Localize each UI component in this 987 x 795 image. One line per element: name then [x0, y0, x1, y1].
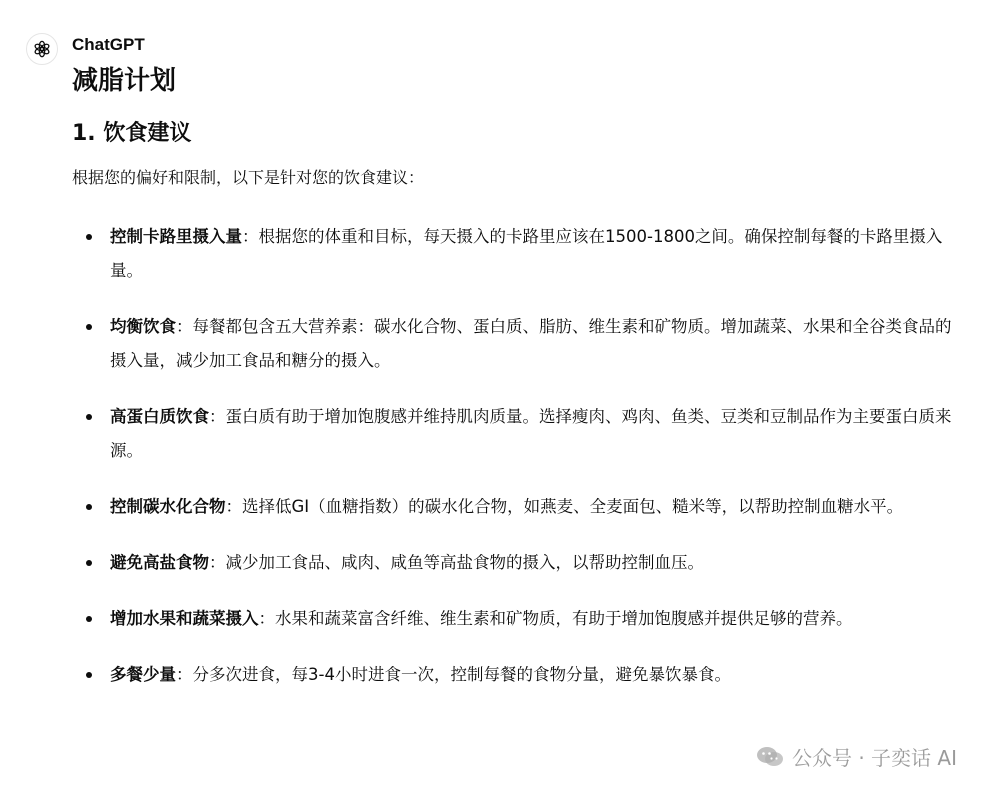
bullet-icon: [86, 560, 92, 566]
message-content: [72, 62, 952, 714]
list-item: [72, 490, 952, 524]
bullet-icon: [86, 234, 92, 240]
item-text: ：水果和蔬菜富含纤维、维生素和矿物质，有助于增加饱腹感并提供足够的营养。: [258, 609, 853, 628]
wechat-logo-icon: [756, 746, 784, 768]
watermark-text: 公众号 · 子奕话 AI: [791, 746, 957, 770]
diet-advice-list: [72, 220, 952, 692]
plan-title: 减脂计划: [72, 66, 177, 96]
list-item: [72, 546, 952, 580]
list-item: [72, 658, 952, 692]
item-text: ：每餐都包含五大营养素：碳水化合物、蛋白质、脂肪、维生素和矿物质。增加蔬菜、水果和全谷类食品的摄入量，减少加工食品和糖分的摄入。: [110, 317, 952, 370]
bullet-icon: [86, 504, 92, 510]
sender-name: ChatGPT: [72, 35, 145, 54]
item-text: ：蛋白质有助于增加饱腹感并维持肌肉质量。选择瘦肉、鸡肉、鱼类、豆类和豆制品作为主要蛋白质来源。: [110, 407, 952, 460]
section-title: 1. 饮食建议: [72, 121, 192, 146]
list-item: [72, 602, 952, 636]
openai-logo-icon: [32, 39, 52, 59]
item-text: ：减少加工食品、咸肉、咸鱼等高盐食物的摄入，以帮助控制血压。: [209, 553, 704, 572]
bullet-icon: [86, 672, 92, 678]
item-title: 均衡饮食: [110, 317, 176, 336]
list-item: [72, 310, 952, 378]
assistant-avatar: [26, 33, 58, 65]
item-title: 避免高盐食物: [110, 553, 209, 572]
bullet-icon: [86, 324, 92, 330]
item-text: ：分多次进食，每3-4小时进食一次，控制每餐的食物分量，避免暴饮暴食。: [176, 665, 731, 684]
intro-text: 根据您的偏好和限制，以下是针对您的饮食建议：: [72, 168, 425, 187]
list-item: [72, 220, 952, 288]
item-text: ：根据您的体重和目标，每天摄入的卡路里应该在1500-1800之间。确保控制每餐的卡路里摄入量。: [110, 227, 943, 280]
item-title: 增加水果和蔬菜摄入: [110, 609, 259, 628]
bullet-icon: [86, 414, 92, 420]
item-title: 控制碳水化合物: [110, 497, 226, 516]
item-title: 控制卡路里摄入量: [110, 227, 242, 246]
watermark: [756, 742, 957, 771]
list-item: [72, 400, 952, 468]
item-title: 高蛋白质饮食: [110, 407, 209, 426]
item-text: ：选择低GI（血糖指数）的碳水化合物，如燕麦、全麦面包、糙米等，以帮助控制血糖水平。: [225, 497, 904, 516]
bullet-icon: [86, 616, 92, 622]
item-title: 多餐少量: [110, 665, 176, 684]
